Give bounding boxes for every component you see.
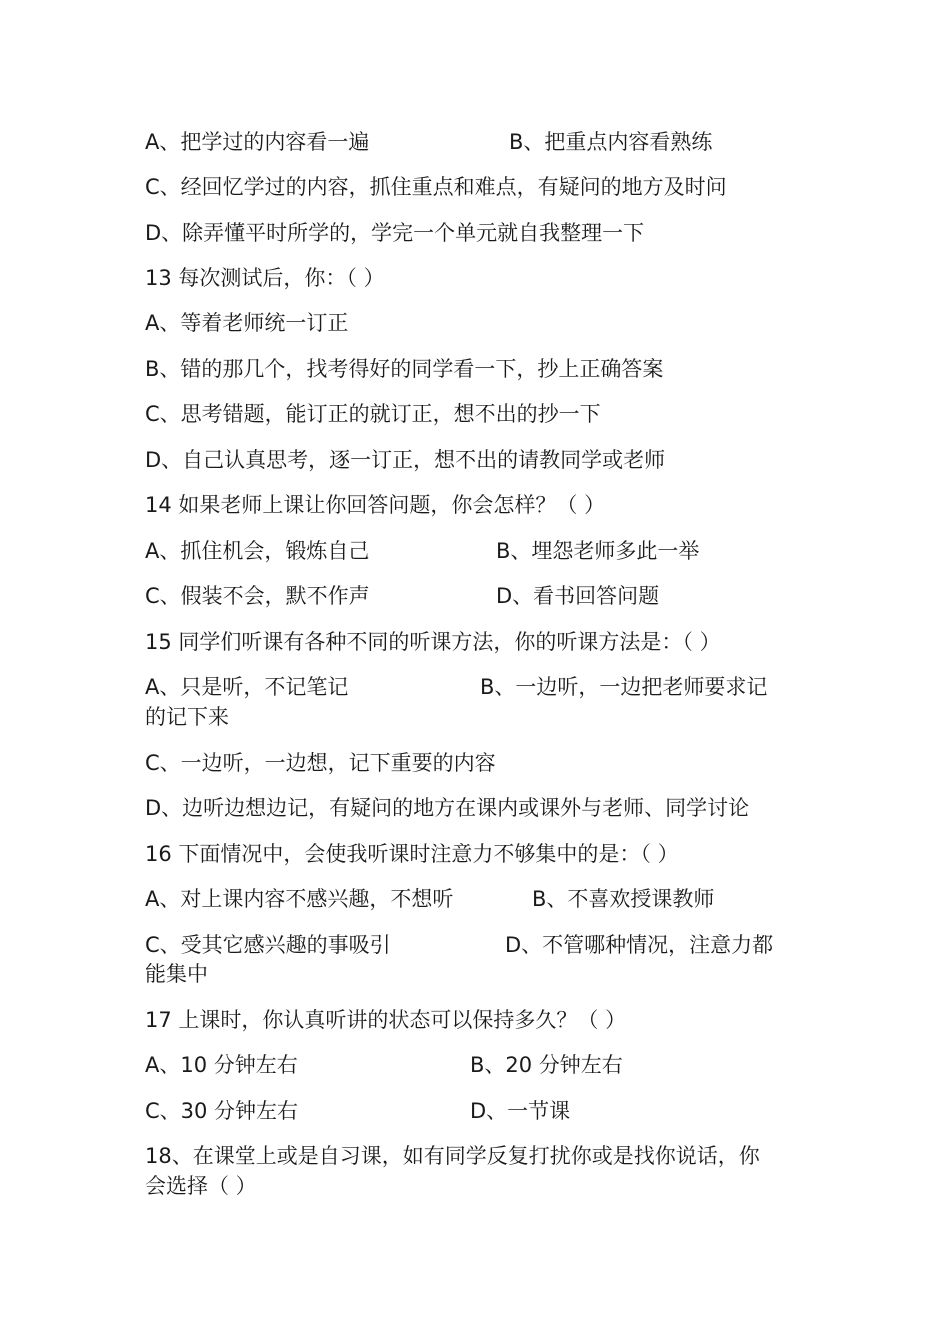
q15-option-b: B、一边听，一边把老师要求记	[480, 675, 768, 699]
q16-option-c: C、受其它感兴趣的事吸引	[145, 933, 391, 957]
q13-option-b: B、错的那几个，找考得好的同学看一下，抄上正确答案	[145, 357, 664, 381]
q15-question: 15 同学们听课有各种不同的听课方法，你的听课方法是：（ ）	[145, 630, 721, 654]
q13-option-c: C、思考错题，能订正的就订正，想不出的抄一下	[145, 402, 601, 426]
q12-option-c: C、经回忆学过的内容，抓住重点和难点，有疑问的地方及时问	[145, 175, 727, 199]
q16-option-b: B、不喜欢授课教师	[532, 887, 715, 911]
q17-option-d: D、一节课	[470, 1099, 571, 1123]
q14-option-d: D、看书回答问题	[496, 584, 660, 608]
q13-option-d: D、自己认真思考，逐一订正，想不出的请教同学或老师	[145, 448, 666, 472]
q15-option-b-continued: 的记下来	[145, 705, 229, 729]
q14-option-b: B、埋怨老师多此一举	[496, 539, 700, 563]
q15-option-a: A、只是听，不记笔记	[145, 675, 349, 699]
q14-options-cd	[145, 581, 660, 611]
q16-options-cd	[145, 930, 774, 960]
q14-option-c: C、假装不会，默不作声	[145, 584, 370, 608]
q13-option-a: A、等着老师统一订正	[145, 311, 349, 335]
q12-option-a: A、把学过的内容看一遍	[145, 130, 370, 154]
q17-question: 17 上课时，你认真听讲的状态可以保持多久？（ ）	[145, 1008, 627, 1032]
q17-option-b: B、20 分钟左右	[470, 1053, 623, 1077]
q14-option-a: A、抓住机会，锻炼自己	[145, 539, 370, 563]
q16-option-d-continued: 能集中	[145, 962, 208, 986]
q14-options-ab	[145, 536, 700, 566]
q17-option-c: C、30 分钟左右	[145, 1099, 299, 1123]
q18-question-line2: 会选择（ ）	[145, 1174, 257, 1198]
q16-option-d: D、不管哪种情况，注意力都	[505, 933, 774, 957]
q14-question: 14 如果老师上课让你回答问题，你会怎样？（ ）	[145, 493, 606, 517]
q12-option-b: B、把重点内容看熟练	[509, 130, 713, 154]
q15-option-d: D、边听边想边记，有疑问的地方在课内或课外与老师、同学讨论	[145, 796, 750, 820]
q16-question: 16 下面情况中，会使我听课时注意力不够集中的是：（ ）	[145, 842, 679, 866]
q12-option-d: D、除弄懂平时所学的，学完一个单元就自我整理一下	[145, 221, 645, 245]
q16-options-ab	[145, 884, 715, 914]
q15-options-ab	[145, 672, 768, 702]
q17-options-cd	[145, 1096, 571, 1126]
q17-options-ab	[145, 1050, 623, 1080]
q13-question: 13 每次测试后，你：（ ）	[145, 266, 385, 290]
q15-option-c: C、一边听，一边想，记下重要的内容	[145, 751, 496, 775]
q18-question-line1: 18、在课堂上或是自习课，如有同学反复打扰你或是找你说话，你	[145, 1144, 760, 1168]
q16-option-a: A、对上课内容不感兴趣，不想听	[145, 887, 454, 911]
q17-option-a: A、10 分钟左右	[145, 1053, 298, 1077]
q12-options-ab	[145, 127, 713, 157]
